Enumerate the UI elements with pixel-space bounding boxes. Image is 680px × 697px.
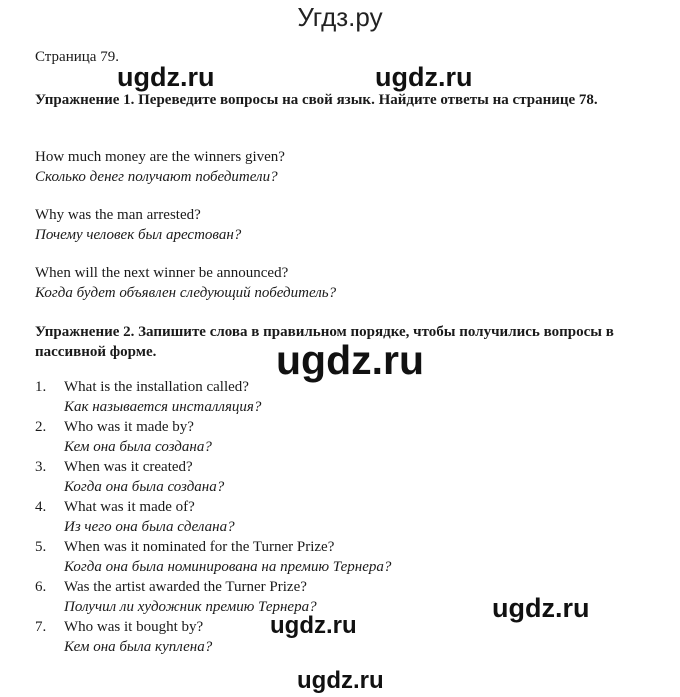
question-translation: Почему человек был арестован?: [35, 227, 242, 243]
question-translation: Когда она была создана?: [64, 479, 225, 495]
question-translation: Сколько денег получают победители?: [35, 169, 278, 185]
item-number: 7.: [35, 619, 47, 635]
question-english: How much money are the winners given?: [35, 149, 285, 165]
item-number: 3.: [35, 459, 47, 475]
exercise-1-item: [35, 263, 336, 303]
list-item: [35, 497, 595, 537]
watermark: ugdz.ru: [270, 612, 357, 639]
page-number: Страница 79.: [35, 49, 119, 65]
site-title: Угдз.ру: [297, 2, 383, 32]
watermark: ugdz.ru: [117, 62, 215, 92]
question-english: When was it created?: [64, 459, 193, 475]
question-translation: Получил ли художник премию Тернера?: [64, 599, 317, 615]
question-english: What is the installation called?: [64, 379, 249, 395]
question-english: When was it nominated for the Turner Prize?: [64, 539, 335, 555]
item-number: 4.: [35, 499, 47, 515]
list-item: [35, 417, 595, 457]
item-number: 5.: [35, 539, 47, 555]
exercise-1-item: [35, 147, 285, 187]
question-translation: Когда будет объявлен следующий победитель?: [35, 285, 337, 301]
item-number: 1.: [35, 379, 47, 395]
question-english: Was the artist awarded the Turner Prize?: [64, 579, 307, 595]
question-english: Who was it bought by?: [64, 619, 204, 635]
watermark: ugdz.ru: [276, 337, 425, 383]
question-translation: Когда она была номинирована на премию Тернера?: [64, 559, 392, 575]
exercise-1-item: [35, 205, 241, 245]
watermark: ugdz.ru: [375, 62, 473, 92]
item-number: 2.: [35, 419, 47, 435]
list-item: [35, 537, 595, 577]
watermark: ugdz.ru: [492, 593, 590, 623]
question-english: When will the next winner be announced?: [35, 265, 289, 281]
exercise-2-heading: Упражнение 2. Запишите слова в правильном порядке, чтобы получились вопросы в пассивной форме.: [35, 324, 614, 360]
question-english: What was it made of?: [64, 499, 195, 515]
question-translation: Как называется инсталляция?: [64, 399, 262, 415]
watermark: ugdz.ru: [297, 667, 384, 694]
question-translation: Кем она была куплена?: [64, 639, 213, 655]
question-translation: Из чего она была сделана?: [64, 519, 235, 535]
exercise-1-heading: Упражнение 1. Переведите вопросы на свой язык. Найдите ответы на странице 78.: [35, 92, 598, 108]
question-translation: Кем она была создана?: [64, 439, 212, 455]
question-english: Why was the man arrested?: [35, 207, 201, 223]
item-number: 6.: [35, 579, 47, 595]
list-item: [35, 457, 595, 497]
question-english: Who was it made by?: [64, 419, 194, 435]
